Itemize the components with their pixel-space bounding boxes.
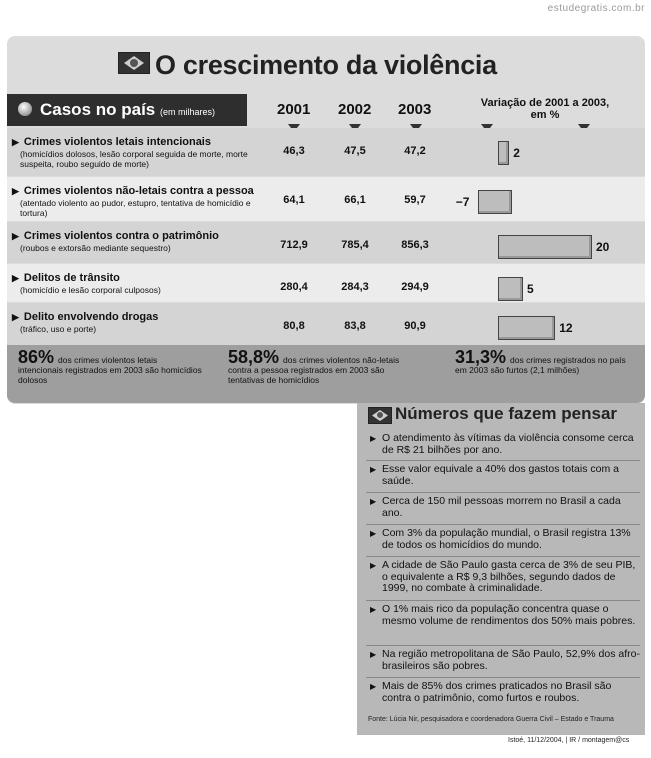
divider [366, 492, 640, 493]
value-2001: 712,9 [280, 239, 308, 251]
bullet-icon [18, 102, 32, 116]
value-2003: 90,9 [404, 320, 426, 332]
row-name: ▶ Crimes violentos contra o patrimônio [12, 230, 219, 242]
value-2001: 64,1 [283, 194, 305, 206]
variation-value: 20 [596, 240, 610, 254]
divider [366, 556, 640, 557]
source-note: Fonte: Lúcia Nir, pesquisadora e coordenadora Guerra Civil – Estado e Trauma [368, 716, 614, 723]
value-2003: 47,2 [404, 145, 426, 157]
variation-header: Variação de 2001 a 2003, em % [480, 97, 610, 121]
year-2003: 2003 [398, 101, 432, 118]
header-label: Casos no país (em milhares) [40, 100, 216, 119]
variation-value: −7 [455, 195, 470, 209]
value-2002: 284,3 [341, 281, 369, 293]
row-name: ▶ Crimes violentos letais intencionais [12, 136, 211, 148]
stat-3: 31,3% dos crimes registrados no país em 2003 são furtos (2,1 milhões) [455, 347, 626, 375]
value-2002: 785,4 [341, 239, 369, 251]
value-2003: 294,9 [401, 281, 429, 293]
variation-value: 12 [559, 321, 573, 335]
stat-2: 58,8% dos crimes violentos não-letais contra a pessoa registrados em 2003 são tentativas de homicídios [228, 347, 400, 385]
year-2002: 2002 [338, 101, 372, 118]
row-name: ▶ Delitos de trânsito [12, 272, 120, 284]
numbers-title: Números que fazem pensar [395, 404, 618, 423]
variation-bar [498, 235, 592, 259]
row-description: (atentado violento ao pudor, estupro, tentativa de homicídio e tortura) [20, 198, 251, 218]
value-2001: 280,4 [280, 281, 308, 293]
row-description: (homicídios dolosos, lesão corporal seguida de morte, morte suspeita, roubo seguido de morte) [20, 149, 248, 169]
watermark: estudegratis.com.br [547, 3, 645, 14]
fact-item: ▶ O 1% mais rico da população concentra quase o mesmo volume de rendimentos dos 50% mais pobres. [370, 604, 640, 627]
page-title: O crescimento da violência [155, 50, 497, 80]
variation-value: 5 [527, 282, 534, 296]
value-2002: 66,1 [344, 194, 366, 206]
year-2001: 2001 [277, 101, 311, 118]
value-2003: 59,7 [404, 194, 426, 206]
row-description: (tráfico, uso e porte) [20, 324, 97, 334]
variation-bar [498, 141, 509, 165]
variation-bar [498, 277, 523, 301]
divider [366, 677, 640, 678]
value-2002: 83,8 [344, 320, 366, 332]
row-description: (homicídio e lesão corporal culposos) [20, 285, 161, 295]
fact-item: ▶ Esse valor equivale a 40% dos gastos totais com a saúde. [370, 464, 640, 487]
variation-bar [478, 190, 512, 214]
fact-item: ▶ A cidade de São Paulo gasta cerca de 3% de seu PIB, o equivalente a R$ 9,3 bilhões, segundo dados de 1999, no combate à criminalidade. [370, 560, 640, 595]
variation-bar [498, 316, 555, 340]
divider [366, 645, 640, 646]
fact-item: ▶ Cerca de 150 mil pessoas morrem no Brasil a cada ano. [370, 496, 640, 519]
row-description: (roubos e extorsão mediante sequestro) [20, 243, 171, 253]
row-name: ▶ Crimes violentos não-letais contra a pessoa [12, 185, 254, 197]
value-2002: 47,5 [344, 145, 366, 157]
variation-value: 2 [513, 146, 520, 160]
footer-credit: Istoé, 11/12/2004, | IR / montagem@cs [508, 737, 630, 744]
fact-item: ▶ O atendimento às vítimas da violência consome cerca de R$ 21 bilhões por ano. [370, 433, 640, 456]
value-2001: 80,8 [283, 320, 305, 332]
value-2001: 46,3 [283, 145, 305, 157]
value-2003: 856,3 [401, 239, 429, 251]
divider [366, 600, 640, 601]
stat-1: 86% dos crimes violentos letais intencionais registrados em 2003 são homicídios dolosos [18, 347, 202, 385]
divider [366, 524, 640, 525]
row-name: ▶ Delito envolvendo drogas [12, 311, 158, 323]
fact-item: ▶ Na região metropolitana de São Paulo, 52,9% dos afro-brasileiros são pobres. [370, 649, 640, 672]
fact-item: ▶ Mais de 85% dos crimes praticados no Brasil são contra o patrimônio, como furtos e roubos. [370, 681, 640, 704]
fact-item: ▶ Com 3% da população mundial, o Brasil registra 13% de todos os homicídios do mundo. [370, 528, 640, 551]
divider [366, 460, 640, 461]
